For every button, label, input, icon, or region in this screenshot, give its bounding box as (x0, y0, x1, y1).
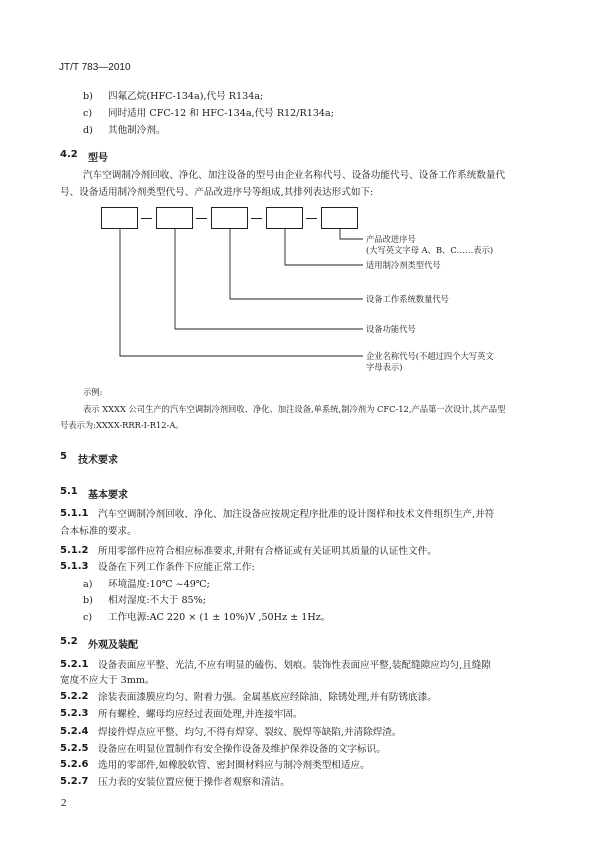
paragraph-line: 汽车空调制冷剂回收、净化、加注设备应按规定程序批准的设计图样和技术文件组织生产,并符 (98, 509, 495, 520)
paragraph-line: 设备表面应平整、光洁,不应有明显的磕伤、划痕。装饰性表面应平整,装配缝隙应均匀,且缝隙 (98, 660, 491, 671)
list-label: d) (83, 125, 93, 136)
example-line: 表示 XXXX 公司生产的汽车空调制冷剂回收、净化、加注设备,单系统,制冷剂为 CFC-12,产品第一次设计,其产品型 (83, 404, 506, 414)
clause-number: 5.2.3 (60, 708, 89, 719)
clause-number: 5.1.2 (60, 545, 89, 556)
section-title: 技术要求 (78, 455, 118, 466)
diagram-label: 设备工作系统数量代号 (366, 294, 449, 304)
diagram-label: 企业名称代号(不超过四个大写英文 (366, 351, 494, 361)
paragraph-line: 号、设备适用制冷剂类型代号、产品改进序号等组成,其排列表达形式如下: (60, 187, 374, 198)
section-number: 5.2 (60, 636, 78, 647)
clause-number: 5.2.6 (60, 759, 89, 770)
paragraph-line: 宽度不应大于 3mm。 (60, 675, 155, 686)
diagram-label: 设备功能代号 (366, 324, 416, 334)
clause-number: 5.2.2 (60, 691, 89, 702)
list-item: 工作电源:AC 220 × (1 ± 10%)V ,50Hz ± 1Hz。 (108, 612, 331, 623)
list-label: b) (83, 595, 93, 606)
leader-line-refrigerant (285, 229, 363, 265)
paragraph-line: 汽车空调制冷剂回收、净化、加注设备的型号由企业名称代号、设备功能代号、设备工作系统数量代 (83, 170, 506, 181)
leader-line-system-count (230, 229, 363, 299)
section-title: 型号 (88, 153, 108, 164)
paragraph-line: 选用的零部件,如橡胶软管、密封圈材料应与制冷剂类型相适应。 (98, 760, 370, 771)
paragraph-line: 设备在下列工作条件下应能正常工作: (98, 562, 255, 573)
paragraph-line: 设备应在明显位置制作有安全操作设备及维护保养设备的文字标识。 (98, 744, 386, 755)
list-item: 四氟乙烷(HFC-134a),代号 R134a; (108, 91, 264, 102)
paragraph-line: 合本标准的要求。 (60, 526, 137, 537)
list-item: 相对湿度:不大于 85%; (108, 595, 206, 606)
diagram-label: 字母表示) (366, 362, 403, 372)
section-number: 5 (60, 451, 67, 462)
clause-number: 5.2.7 (60, 776, 89, 787)
diagram-label: 产品改进序号 (366, 234, 416, 244)
clause-number: 5.1.3 (60, 561, 89, 572)
leader-line-enterprise (120, 229, 363, 356)
list-item: 环境温度:10℃ ~49℃; (108, 579, 210, 590)
leader-line-revision (340, 229, 363, 239)
diagram-label: (大写英文字母 A、B、C……表示) (366, 245, 494, 255)
list-item: 同时适用 CFC-12 和 HFC-134a,代号 R12/R134a; (108, 108, 334, 119)
section-number: 4.2 (60, 149, 78, 160)
paragraph-line: 所用零部件应符合相应标准要求,并附有合格证或有关证明其质量的认证性文件。 (98, 546, 437, 557)
clause-number: 5.2.1 (60, 659, 89, 670)
list-item: 其他制冷剂。 (108, 125, 166, 136)
list-label: c) (83, 612, 93, 623)
paragraph-line: 所有螺栓、螺母均应经过表面处理,并连接牢固。 (98, 709, 303, 720)
list-label: a) (83, 579, 93, 590)
section-title: 基本要求 (88, 490, 128, 501)
clause-number: 5.1.1 (60, 508, 89, 519)
leader-line-function (175, 229, 363, 329)
clause-number: 5.2.5 (60, 743, 89, 754)
section-number: 5.1 (60, 486, 78, 497)
clause-number: 5.2.4 (60, 726, 89, 737)
paragraph-line: 压力表的安装位置应便于操作者观察和清洁。 (98, 777, 290, 788)
paragraph-line: 焊接件焊点应平整、均匀,不得有焊穿、裂纹、脱焊等缺陷,并清除焊渣。 (98, 727, 402, 738)
page-number: 2 (61, 797, 67, 809)
list-label: c) (83, 108, 93, 119)
running-header: JT/T 783—2010 (59, 62, 131, 73)
diagram-label: 适用制冷剂类型代号 (366, 260, 441, 270)
section-title: 外观及装配 (88, 640, 138, 651)
list-label: b) (83, 91, 93, 102)
example-title: 示例: (83, 387, 103, 397)
paragraph-line: 涂装表面漆膜应均匀、附着力强。金属基底应经除油、除锈处理,并有防锈底漆。 (98, 692, 437, 703)
example-line: 号表示为:XXXX-RRR-Ⅰ-R12-A。 (60, 420, 184, 430)
